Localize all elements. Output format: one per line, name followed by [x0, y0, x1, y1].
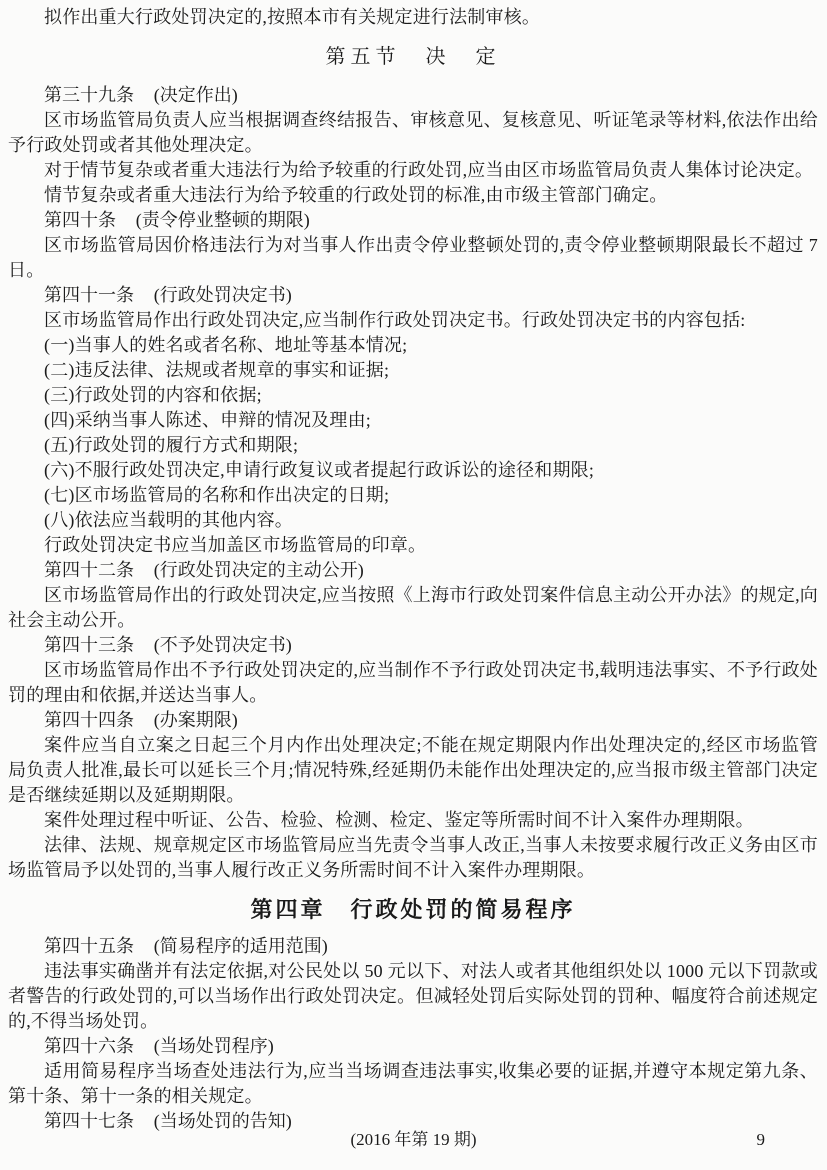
article-title: (当场处罚程序) — [153, 1036, 274, 1056]
article-number: 第四十二条 — [44, 560, 134, 580]
paragraph: 案件处理过程中听证、公告、检验、检测、检定、鉴定等所需时间不计入案件办理期限。 — [44, 810, 754, 830]
paragraph: 区市场监管局作出不予行政处罚决定的,应当制作不予行政处罚决定书,载明违法事实、不予行政处罚的理由和依据,并送达当事人。 — [8, 660, 818, 705]
article-title: (行政处罚决定书) — [153, 285, 292, 305]
chapter-heading: 第四章 行政处罚的简易程序 — [250, 897, 576, 922]
paragraph: 行政处罚决定书应当加盖区市场监管局的印章。 — [44, 535, 427, 555]
list-item: (二)违反法律、法规或者规章的事实和证据; — [44, 360, 390, 380]
article-number: 第四十六条 — [44, 1036, 134, 1056]
list-item: (一)当事人的姓名或者名称、地址等基本情况; — [44, 335, 408, 355]
paragraph: 情节复杂或者重大违法行为给予较重的行政处罚的标准,由市级主管部门确定。 — [44, 185, 668, 205]
section-heading: 第五节 决 定 — [325, 46, 501, 68]
list-item: (五)行政处罚的履行方式和期限; — [44, 435, 299, 455]
article-number: 第四十四条 — [44, 710, 134, 730]
article-heading-43 — [8, 633, 818, 658]
paragraph: 区市场监管局因价格违法行为对当事人作出责令停业整顿处罚的,责令停业整顿期限最长不超过 7 日。 — [8, 235, 818, 280]
article-number: 第四十五条 — [44, 936, 134, 956]
paragraph: 对于情节复杂或者重大违法行为给予较重的行政处罚,应当由区市场监管局负责人集体讨论决定。 — [44, 160, 814, 180]
article-heading-41 — [8, 283, 818, 308]
page-number: 9 — [756, 1130, 765, 1149]
article-heading-44 — [8, 708, 818, 733]
article-heading-46 — [8, 1034, 818, 1059]
paragraph: 适用简易程序当场查处违法行为,应当当场调查违法事实,收集必要的证据,并遵守本规定第九条、第十条、第十一条的相关规定。 — [8, 1061, 818, 1106]
article-heading-39 — [8, 83, 818, 108]
article-number: 第三十九条 — [44, 85, 134, 105]
paragraph: 违法事实确凿并有法定依据,对公民处以 50 元以下、对法人或者其他组织处以 1000 元以下罚款或者警告的行政处罚的,可以当场作出行政处罚决定。但减轻处罚后实际处罚的罚种、幅度符合前述规定的,不得当场处罚。 — [8, 961, 818, 1031]
paragraph: 区市场监管局负责人应当根据调查终结报告、审核意见、复核意见、听证笔录等材料,依法作出给予行政处罚或者其他处理决定。 — [8, 110, 818, 155]
article-number: 第四十条 — [44, 210, 116, 230]
article-title: (不予处罚决定书) — [153, 635, 292, 655]
paragraph: 区市场监管局作出行政处罚决定,应当制作行政处罚决定书。行政处罚决定书的内容包括: — [44, 310, 746, 330]
list-item: (三)行政处罚的内容和依据; — [44, 385, 262, 405]
article-number: 第四十三条 — [44, 635, 134, 655]
article-number: 第四十七条 — [44, 1111, 134, 1131]
list-item: (六)不服行政处罚决定,申请行政复议或者提起行政诉讼的途径和期限; — [44, 460, 595, 480]
page-footer — [0, 1129, 827, 1151]
article-title: (决定作出) — [153, 85, 238, 105]
list-item: (八)依法应当载明的其他内容。 — [44, 510, 293, 530]
article-heading-42 — [8, 558, 818, 583]
paragraph: 案件应当自立案之日起三个月内作出处理决定;不能在规定期限内作出处理决定的,经区市场监管局负责人批准,最长可以延长三个月;情况特殊,经延期仍未能作出处理决定的,应当报市级主管部门决定是否继续延期以及延期期限。 — [8, 735, 818, 805]
paragraph: 拟作出重大行政处罚决定的,按照本市有关规定进行法制审核。 — [44, 7, 541, 27]
article-title: (行政处罚决定的主动公开) — [153, 560, 364, 580]
article-title: (责令停业整顿的期限) — [135, 210, 310, 230]
article-title: (办案期限) — [153, 710, 238, 730]
paragraph: 法律、法规、规章规定区市场监管局应当先责令当事人改正,当事人未按要求履行改正义务由区市场监管局予以处罚的,当事人履行改正义务所需时间不计入案件办理期限。 — [8, 835, 818, 880]
paragraph: 区市场监管局作出的行政处罚决定,应当按照《上海市行政处罚案件信息主动公开办法》的规定,向社会主动公开。 — [8, 585, 818, 630]
footer-issue: (2016 年第 19 期) — [350, 1130, 477, 1149]
article-heading-45 — [8, 934, 818, 959]
article-title: (简易程序的适用范围) — [153, 936, 328, 956]
article-heading-40 — [8, 208, 818, 233]
article-number: 第四十一条 — [44, 285, 134, 305]
article-title: (当场处罚的告知) — [153, 1111, 292, 1131]
list-item: (四)采纳当事人陈述、申辩的情况及理由; — [44, 410, 371, 430]
list-item: (七)区市场监管局的名称和作出决定的日期; — [44, 485, 390, 505]
